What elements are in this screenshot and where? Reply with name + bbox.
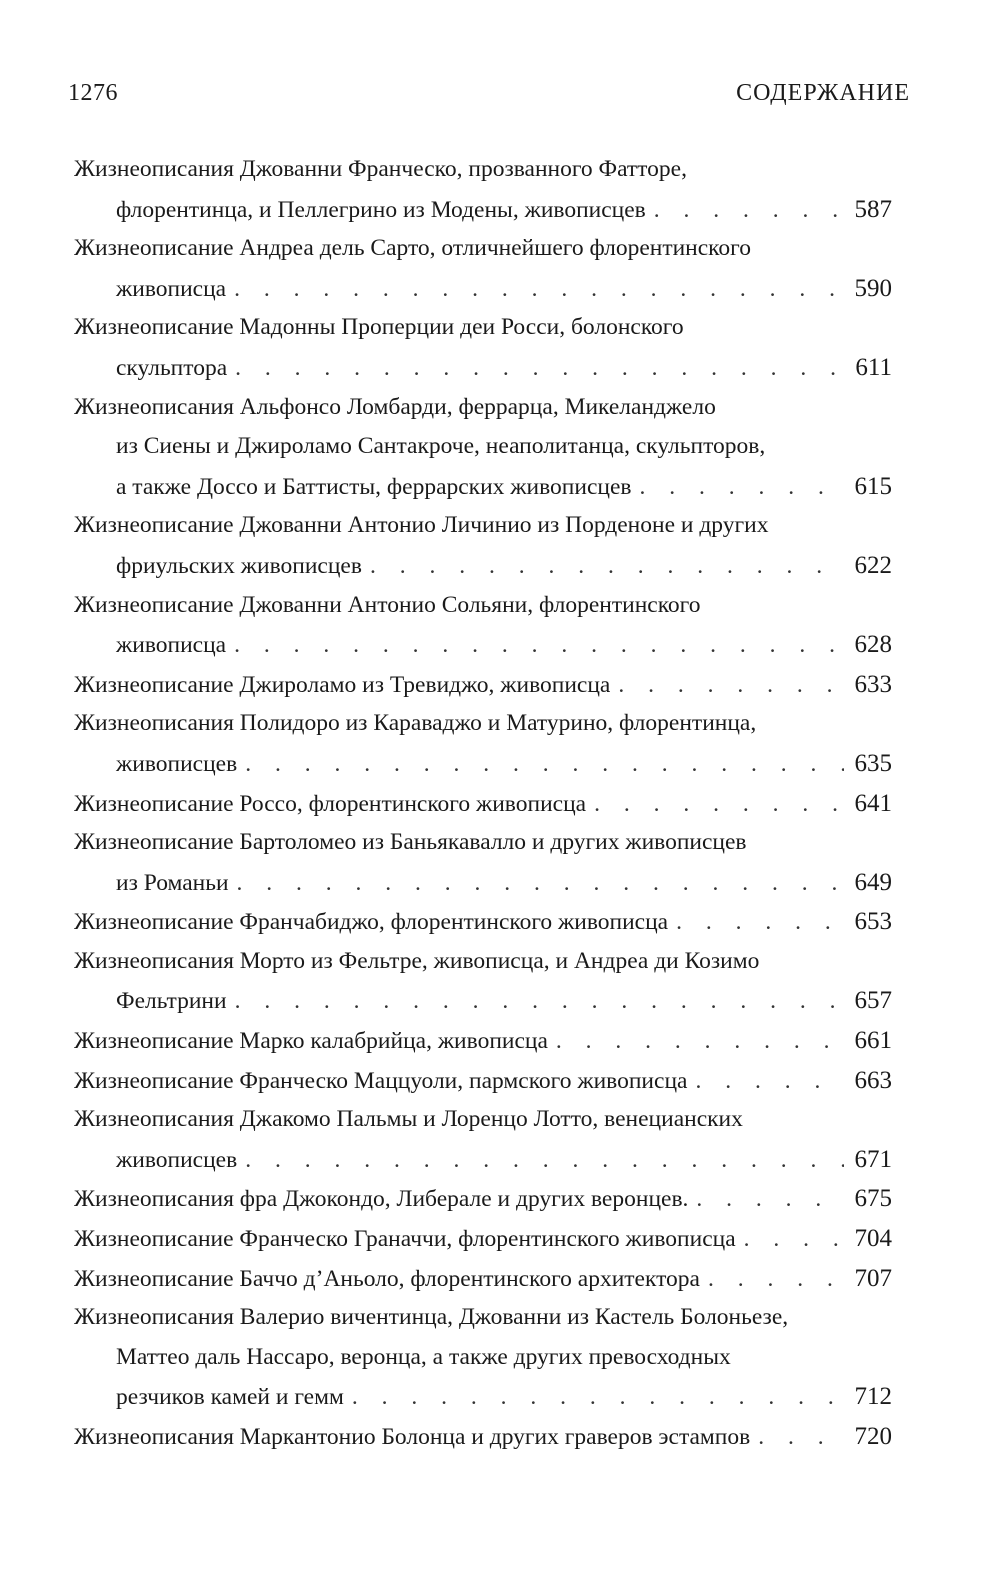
toc-page-number: 635 (854, 749, 892, 777)
toc-entry-text: живописца (116, 275, 227, 302)
toc-entry (74, 1219, 892, 1259)
toc-entry-text: Жизнеописание Джованни Антонио Личинио из Порденоне и других (74, 512, 769, 539)
dot-leader (736, 1220, 844, 1259)
toc-page-number: 707 (854, 1264, 892, 1292)
toc-entry-text: флорентинца, и Пеллегрино из Модены, живописцев (116, 196, 646, 223)
toc-entry-continuation-line (74, 981, 892, 1021)
toc-page-number: 587 (854, 195, 892, 223)
toc-page-number: 641 (854, 789, 892, 817)
toc-entry-text: скульптора (116, 354, 228, 381)
toc-entry-text: из Сиены и Джироламо Сантакроче, неаполитанца, скульпторов, (116, 433, 766, 460)
toc-entry-text: живописцев (116, 1146, 238, 1173)
toc-entry-title-line (74, 506, 892, 546)
toc-page-number: 653 (854, 908, 892, 936)
dot-leader (668, 903, 844, 942)
toc-entry (74, 1100, 892, 1179)
toc-entry-text: Жизнеописания Морто из Фельтре, живописца, и Андреа ди Козимо (74, 947, 760, 974)
toc-entry-title-line (74, 1417, 892, 1457)
toc-page-number: 675 (854, 1185, 892, 1213)
dot-leader (687, 1062, 844, 1101)
dot-leader (750, 1418, 844, 1457)
toc-entry-text: Жизнеописания Полидоро из Караваджо и Матурино, флорентинца, (74, 710, 757, 737)
toc-entry (74, 704, 892, 783)
toc-entry-text: живописца (116, 632, 227, 659)
dot-leader (344, 1378, 844, 1417)
dot-leader (548, 1022, 844, 1061)
dot-leader (362, 547, 844, 586)
toc-entry (74, 1298, 892, 1417)
toc-entry-continuation-line (74, 190, 892, 230)
toc-entry-text: Жизнеописание Бартоломео из Баньякавалло и других живописцев (74, 829, 747, 856)
toc-entry-text: живописцев (116, 750, 238, 777)
dot-leader (610, 666, 844, 705)
toc-entry (74, 308, 892, 387)
toc-page-number: 611 (855, 353, 892, 381)
toc-entry-text: Жизнеописание Франческо Маццуоли, пармского живописца (74, 1067, 688, 1094)
toc-entry-text: Маттео даль Нассаро, веронца, а также других превосходных (116, 1343, 731, 1370)
toc-entry (74, 229, 892, 308)
toc-entry-title-line (74, 150, 892, 190)
toc-entry-text: Жизнеописания Джакомо Пальмы и Лоренцо Лотто, венецианских (74, 1106, 743, 1133)
toc-entry-title-line (74, 704, 892, 744)
table-of-contents (74, 150, 892, 1457)
toc-entry-title-line (74, 388, 892, 428)
dot-leader (237, 1141, 844, 1180)
toc-page-number: 657 (854, 987, 892, 1015)
toc-entry-title-line (74, 1219, 892, 1259)
dot-leader (688, 1180, 844, 1219)
toc-entry (74, 388, 892, 507)
dot-leader (632, 468, 845, 507)
toc-entry-title-line (74, 1061, 892, 1101)
toc-entry (74, 586, 892, 665)
toc-entry (74, 1179, 892, 1219)
toc-entry-continuation-line (74, 467, 892, 507)
toc-entry-text: Жизнеописание Россо, флорентинского живописца (74, 790, 587, 817)
toc-entry-text: Жизнеописание Джироламо из Тревиджо, живописца (74, 671, 611, 698)
toc-entry-continuation-line (74, 1377, 892, 1417)
toc-page-number: 712 (854, 1383, 892, 1411)
toc-entry-continuation-line (74, 744, 892, 784)
toc-entry-continuation-line (74, 269, 892, 309)
toc-entry (74, 823, 892, 902)
toc-entry (74, 1061, 892, 1101)
toc-entry-text: из Романьи (116, 869, 229, 896)
toc-entry-title-line (74, 1259, 892, 1299)
toc-entry-continuation-line (74, 348, 892, 388)
toc-page-number: 633 (854, 670, 892, 698)
page-header (68, 80, 910, 116)
toc-entry-text: Жизнеописание Мадонны Проперции деи Росси, болонского (74, 314, 684, 341)
toc-entry-continuation-line (74, 1338, 892, 1378)
toc-entry-title-line (74, 784, 892, 824)
dot-leader (227, 349, 844, 388)
toc-entry-text: фриульских живописцев (116, 552, 362, 579)
toc-entry-title-line (74, 665, 892, 705)
toc-entry-title-line (74, 823, 892, 863)
toc-entry-title-line (74, 1298, 892, 1338)
dot-leader (700, 1260, 844, 1299)
toc-entry-continuation-line (74, 1140, 892, 1180)
toc-page-number: 649 (854, 868, 892, 896)
toc-entry-title-line (74, 1179, 892, 1219)
toc-entry-text: Жизнеописание Франчабиджо, флорентинского живописца (74, 909, 669, 936)
dot-leader (237, 745, 844, 784)
toc-entry-continuation-line (74, 427, 892, 467)
toc-entry-continuation-line (74, 863, 892, 903)
toc-entry (74, 665, 892, 705)
toc-entry (74, 1021, 892, 1061)
page-number: 1276 (68, 80, 118, 106)
toc-page-number: 671 (854, 1145, 892, 1173)
running-head: СОДЕРЖАНИЕ (736, 80, 910, 106)
toc-entry-text: Жизнеописания фра Джокондо, Либерале и других веронцев. (74, 1186, 689, 1213)
toc-entry-title-line (74, 229, 892, 269)
dot-leader (586, 785, 844, 824)
toc-entry-text: Жизнеописание Марко калабрийца, живописца (74, 1028, 548, 1055)
toc-page-number: 615 (854, 472, 892, 500)
toc-entry (74, 784, 892, 824)
toc-page-number: 628 (854, 631, 892, 659)
toc-entry-text: Жизнеописание Баччо д’Аньоло, флорентинского архитектора (74, 1265, 700, 1292)
toc-entry-title-line (74, 308, 892, 348)
toc-entry (74, 1417, 892, 1457)
toc-entry-text: а также Доссо и Баттисты, феррарских живописцев (116, 473, 632, 500)
toc-entry-text: Жизнеописания Валерио вичентинца, Джованни из Кастель Болоньезе, (74, 1304, 789, 1331)
toc-entry-text: Жизнеописание Джованни Антонио Сольяни, флорентинского (74, 591, 701, 618)
toc-page-number: 720 (854, 1423, 892, 1450)
toc-entry-text: Жизнеописания Джованни Франческо, прозванного Фатторе, (74, 156, 687, 182)
toc-page-number: 704 (854, 1225, 892, 1253)
toc-entry (74, 902, 892, 942)
toc-entry-title-line (74, 1021, 892, 1061)
toc-entry-title-line (74, 942, 892, 982)
toc-entry-text: Жизнеописания Альфонсо Ломбарди, феррарца, Микеланджело (74, 393, 716, 420)
toc-entry (74, 506, 892, 585)
toc-entry (74, 942, 892, 1021)
toc-page-number: 590 (854, 274, 892, 302)
toc-entry (74, 150, 892, 229)
dot-leader (226, 270, 844, 309)
toc-entry-text: Фельтрини (116, 988, 227, 1015)
toc-entry-text: Жизнеописание Андреа дель Сарто, отличнейшего флорентинского (74, 235, 751, 262)
dot-leader (227, 982, 844, 1021)
dot-leader (226, 626, 844, 665)
toc-entry-title-line (74, 902, 892, 942)
toc-entry (74, 1259, 892, 1299)
toc-entry-text: Жизнеописания Маркантонио Болонца и других граверов эстампов (74, 1424, 751, 1450)
toc-page-number: 661 (854, 1027, 892, 1055)
toc-page-number: 622 (854, 551, 892, 579)
toc-entry-title-line (74, 1100, 892, 1140)
toc-page-number: 663 (854, 1066, 892, 1094)
dot-leader (646, 191, 844, 230)
toc-entry-text: Жизнеописание Франческо Граначчи, флорентинского живописца (74, 1226, 736, 1253)
toc-entry-text: резчиков камей и гемм (116, 1384, 344, 1411)
toc-entry-continuation-line (74, 625, 892, 665)
toc-entry-title-line (74, 586, 892, 626)
toc-entry-continuation-line (74, 546, 892, 586)
dot-leader (229, 864, 844, 903)
